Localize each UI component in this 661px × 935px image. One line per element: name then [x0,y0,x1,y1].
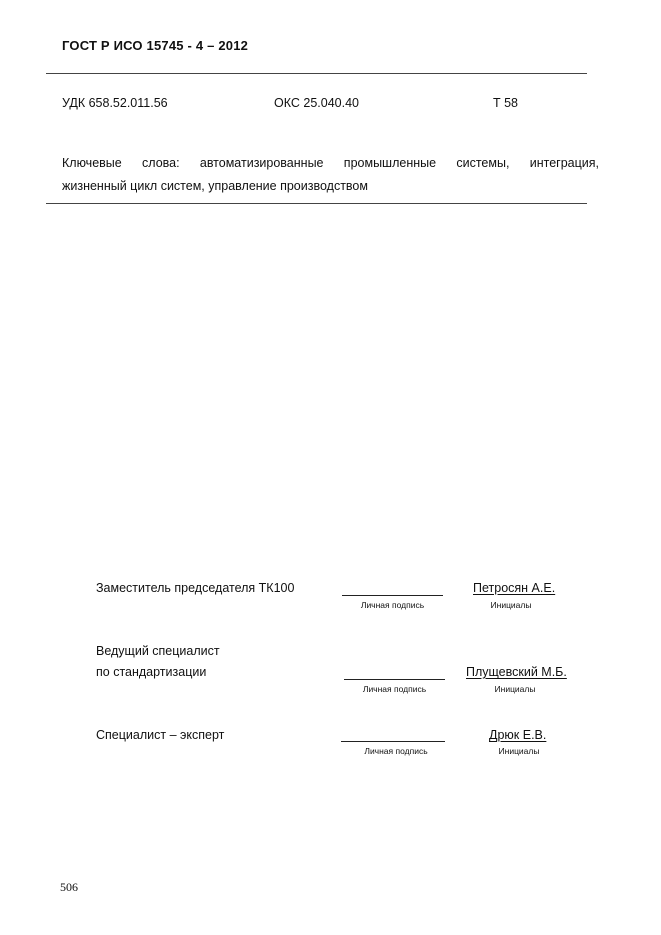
signature-line [344,679,445,680]
document-title: ГОСТ Р ИСО 15745 - 4 – 2012 [62,38,249,53]
signature-line [342,595,443,596]
name-caption: Инициалы [494,684,536,694]
page-number: 506 [60,880,78,894]
signatory-title: Заместитель председателя ТК100 [96,581,295,595]
signatory-title: Ведущий специалист по стандартизации [96,644,220,679]
signatory-title: Специалист – эксперт [96,728,225,742]
keywords-line-1: Ключевые слова: автоматизированные промышленные системы, интеграция, [62,156,599,170]
keywords-block [62,152,599,198]
udk-code: УДК 658.52.011.56 [62,96,168,110]
signatory-name: Дрюк Е.В. [489,728,547,742]
signature-caption: Личная подпись [360,600,425,610]
signatory-name: Петросян А.Е. [473,581,556,595]
oks-code: ОКС 25.040.40 [274,96,359,110]
signature-caption: Личная подпись [362,684,427,694]
name-caption: Инициалы [490,600,532,610]
top-divider [46,73,587,74]
bottom-divider [46,203,587,204]
signature-caption: Личная подпись [364,746,428,756]
signature-line [341,741,445,742]
keywords-line-2: жизненный цикл систем, управление производством [62,179,368,193]
name-caption: Инициалы [498,746,540,756]
signatory-name: Плущевский М.Б. [466,665,567,679]
t-code: Т 58 [493,96,519,110]
